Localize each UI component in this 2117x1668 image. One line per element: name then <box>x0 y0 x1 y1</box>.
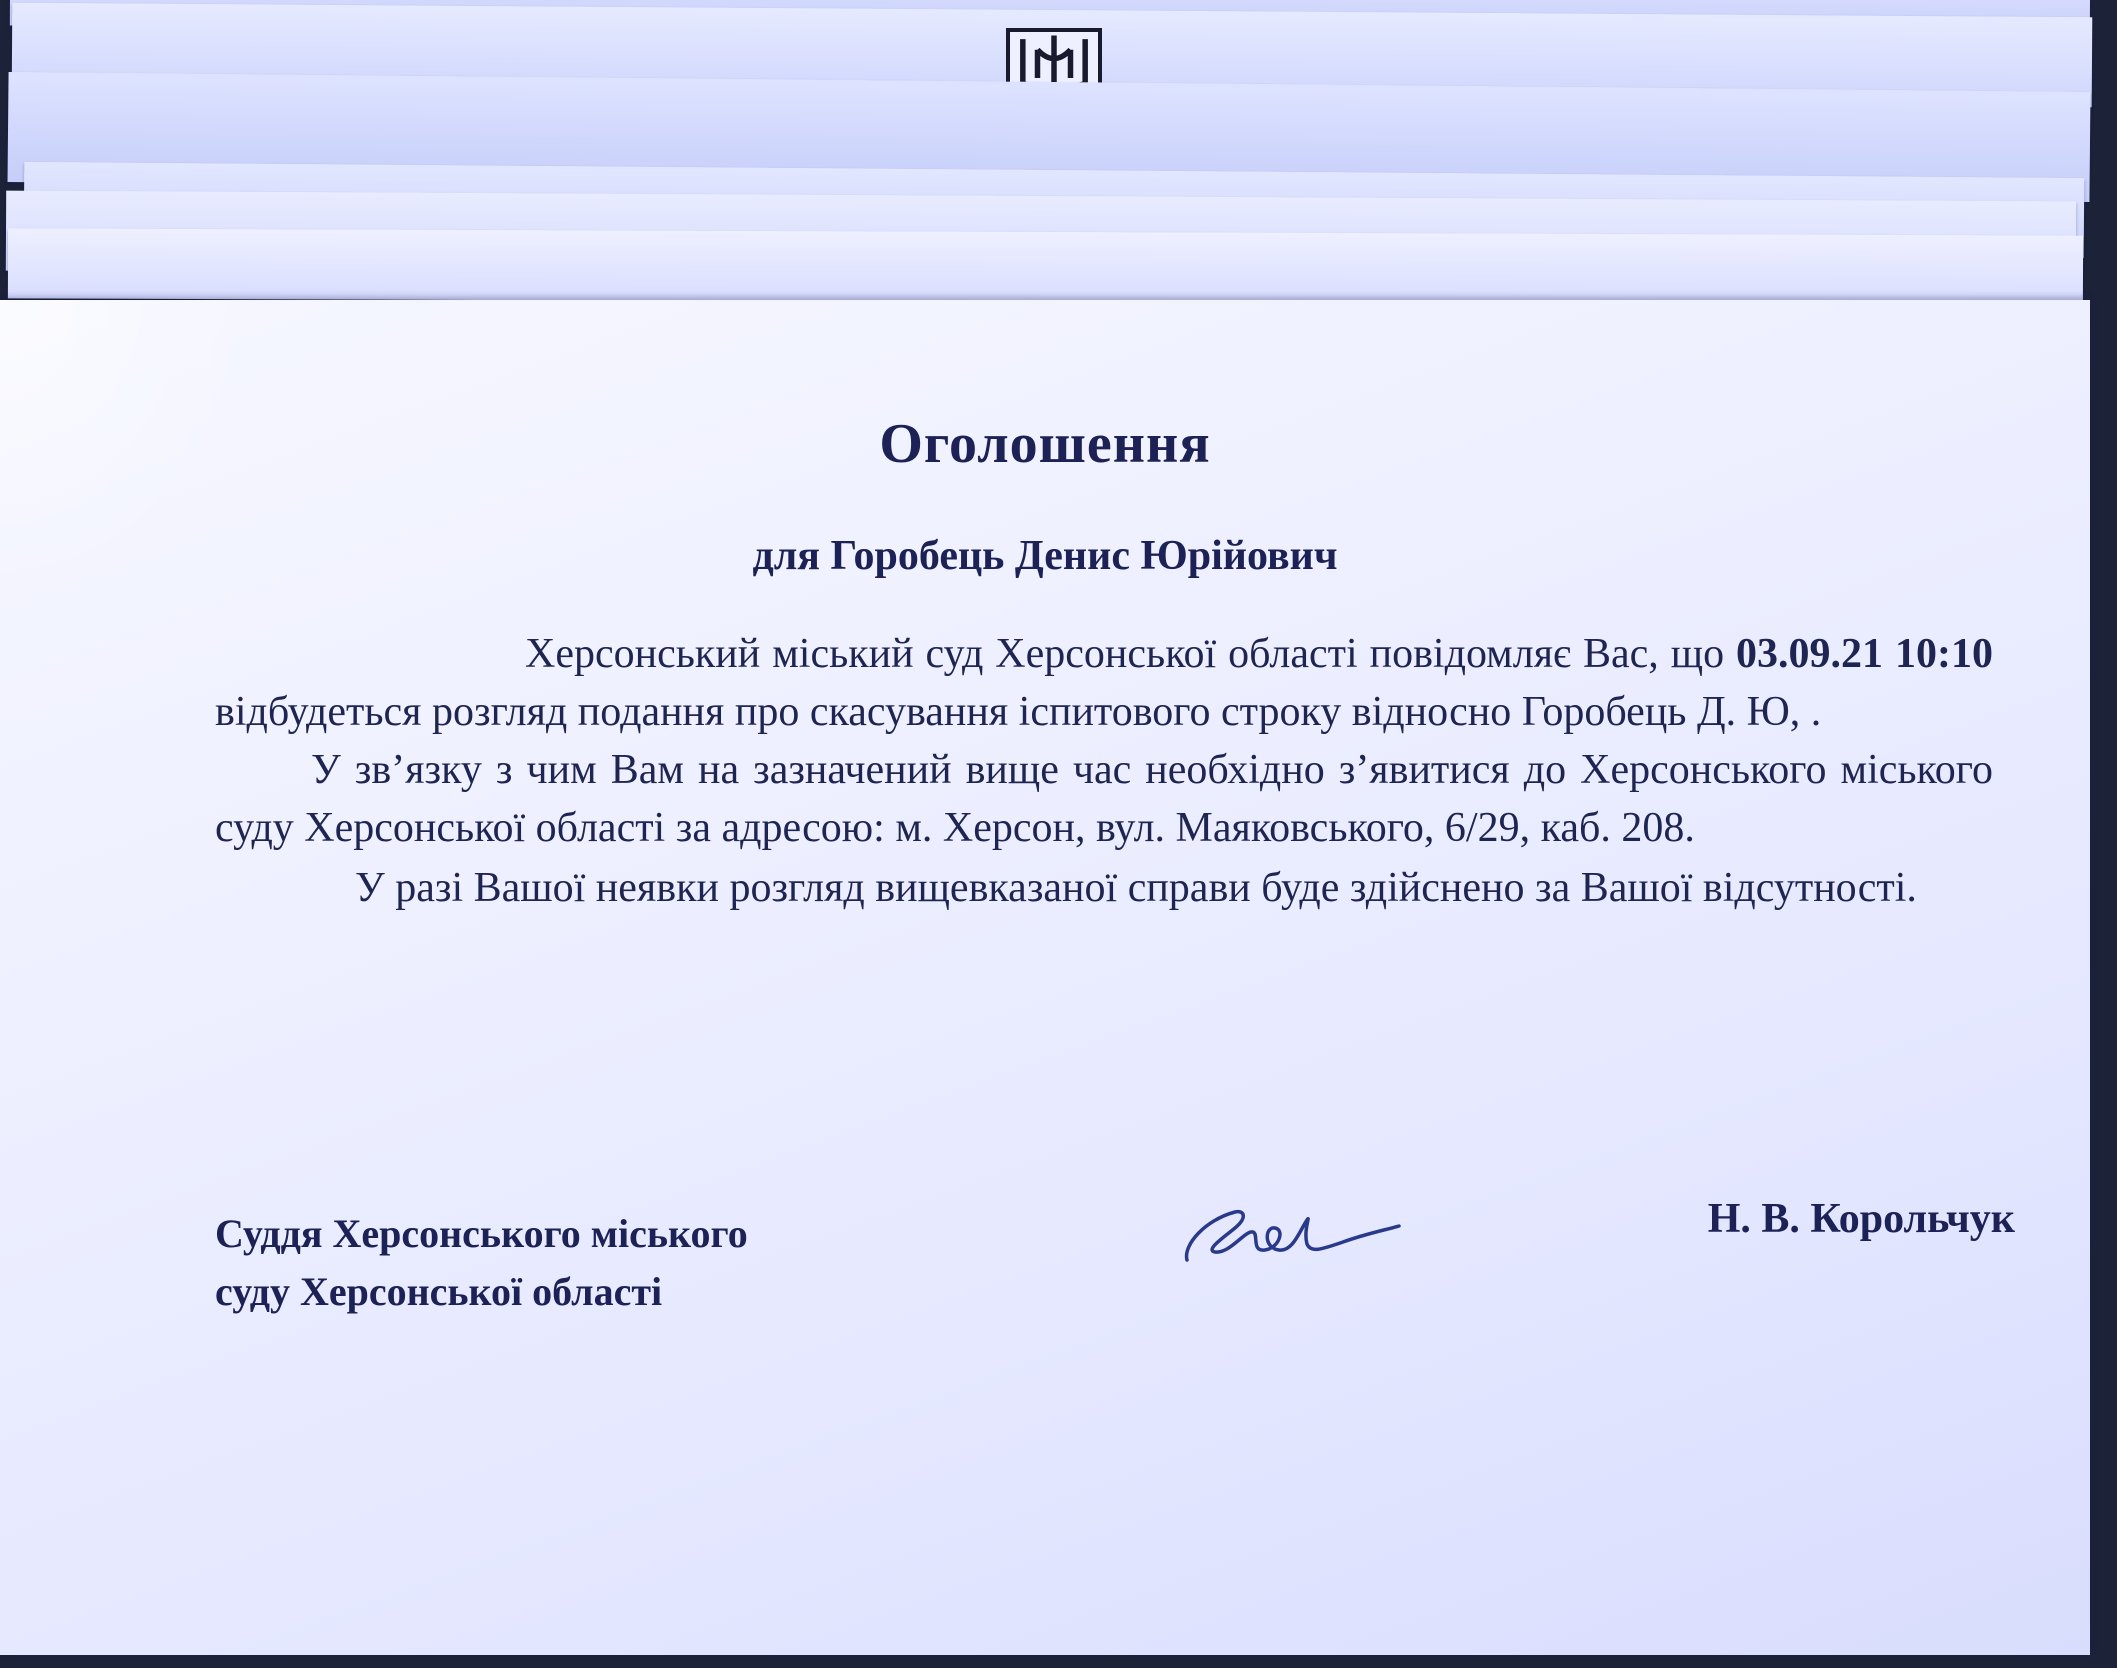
paragraph-address: У зв’язку з чим Вам на зазначений вище час необхідно з’явитися до Херсонського міського суду Херсонської області за адресою: м. Херсон, вул. Маяковського, 6/29, каб. 208. <box>215 747 1993 851</box>
document-addressee: для Горобець Денис Юрійович <box>752 533 1338 579</box>
background-sheet <box>8 228 2083 305</box>
document-title: Оголошення <box>879 413 1211 475</box>
judge-title <box>215 1205 748 1321</box>
handwritten-signature <box>1175 1190 1405 1280</box>
hearing-datetime: 03.09.21 10:10 <box>1736 631 1993 677</box>
notice-rest: відбудеться розгляд подання про скасування іспитового строку відносно Горобець Д. Ю, . <box>215 689 1822 735</box>
judge-title-line: суду Херсонської області <box>215 1269 663 1314</box>
document-body <box>215 625 1993 919</box>
announcement-document <box>0 300 2090 1655</box>
judge-name: Н. В. Корольчук <box>1707 1196 2015 1242</box>
judge-title-line: Суддя Херсонського міського <box>215 1211 748 1256</box>
paragraph-absence: У разі Вашої неявки розгляд вищевказаної справи буде здійснено за Вашої відсутності. <box>355 865 1917 911</box>
paragraph-notice <box>215 625 1993 741</box>
notice-intro: Херсонський міський суд Херсонської області повідомляє Вас, що <box>525 631 1725 677</box>
